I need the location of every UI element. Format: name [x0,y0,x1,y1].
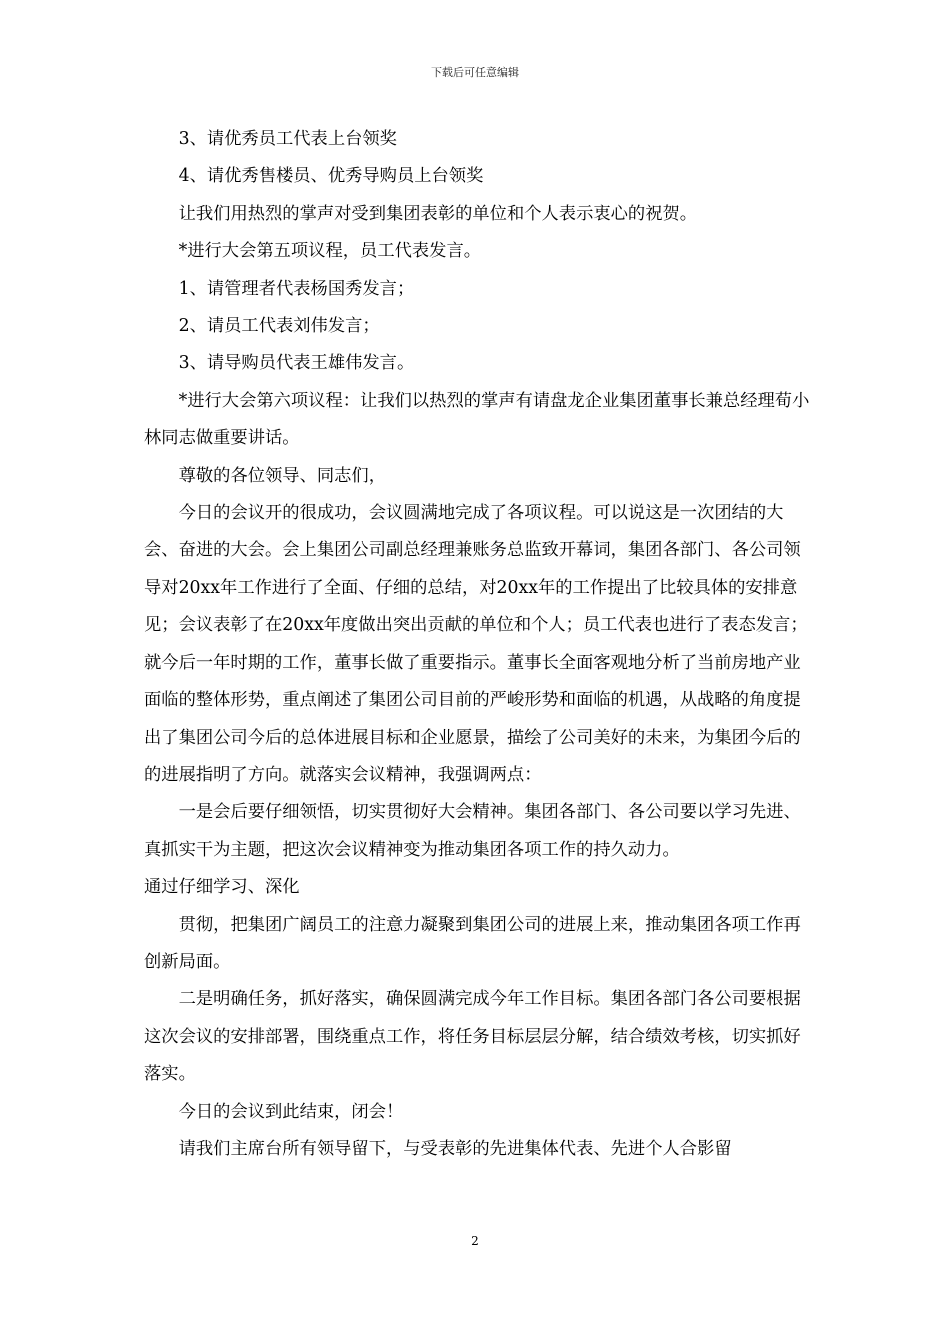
paragraph-award-item-3: 3、请优秀员工代表上台领奖 [178,129,397,149]
page-number: 2 [471,1234,479,1248]
paragraph-summary: 今日的会议开的很成功，会议圆满地完成了各项议程。可以说这是一次团结的大会、奋进的大会。会上集团公司副总经理兼账务总监致开幕词，集团各部门、各公司领导对20xx年工作进行了全面、仔细的总结，对20xx年的工作提出了比较具体的安排意见；会议表彰了在20xx年度做出突出贡献的单位和个人；员工代表也进行了表态发言；就今后一年时期的工作，董事长做了重要指示。董事长全面客观地分析了当前房地产业面临的整体形势，重点阐述了集团公司目前的严峻形势和面临的机遇，从战略的角度提出了集团公司今后的总体进展目标和企业愿景，描绘了公司美好的未来，为集团今后的的进展指明了方向。就落实会议精神，我强调两点： [144,503,808,785]
document-body [144,121,812,1168]
paragraph-point-one-continued: 通过仔细学习、深化 [144,877,300,898]
paragraph-speaker-2: 2、请员工代表刘伟发言； [178,316,380,337]
paragraph-closing: 今日的会议到此结束，闭会！ [178,1101,404,1122]
page-header: 下载后可任意编辑 [431,66,519,79]
paragraph-salutation: 尊敬的各位领导、同志们， [178,465,386,486]
paragraph-agenda-6: *进行大会第六项议程：让我们以热烈的掌声有请盘龙企业集团董事长兼总经理荀小林同志做重要讲话。 [144,390,810,449]
paragraph-award-item-4: 4、请优秀售楼员、优秀导购员上台领奖 [178,166,484,187]
paragraph-agenda-5: *进行大会第五项议程，员工代表发言。 [178,241,482,262]
paragraph-speaker-3: 3、请导购员代表王雄伟发言。 [178,353,415,374]
paragraph-point-one: 一是会后要仔细领悟，切实贯彻好大会精神。集团各部门、各公司要以学习先进、真抓实干为主题，把这次会议精神变为推动集团各项工作的持久动力。 [144,802,801,860]
paragraph-point-two: 二是明确任务，抓好落实，确保圆满完成今年工作目标。集团各部门各公司要根据这次会议的安排部署，围绕重点工作，将任务目标层层分解，结合绩效考核，切实抓好落实。 [144,989,801,1085]
paragraph-group-photo: 请我们主席台所有领导留下，与受表彰的先进集体代表、先进个人合影留 [178,1138,732,1159]
paragraph-applause: 让我们用热烈的掌声对受到集团表彰的单位和个人表示衷心的祝贺。 [178,203,698,224]
paragraph-point-one-implement: 贯彻，把集团广阔员工的注意力凝聚到集团公司的进展上来，推动集团各项工作再创新局面。 [144,914,801,972]
paragraph-speaker-1: 1、请管理者代表杨国秀发言； [178,278,415,299]
